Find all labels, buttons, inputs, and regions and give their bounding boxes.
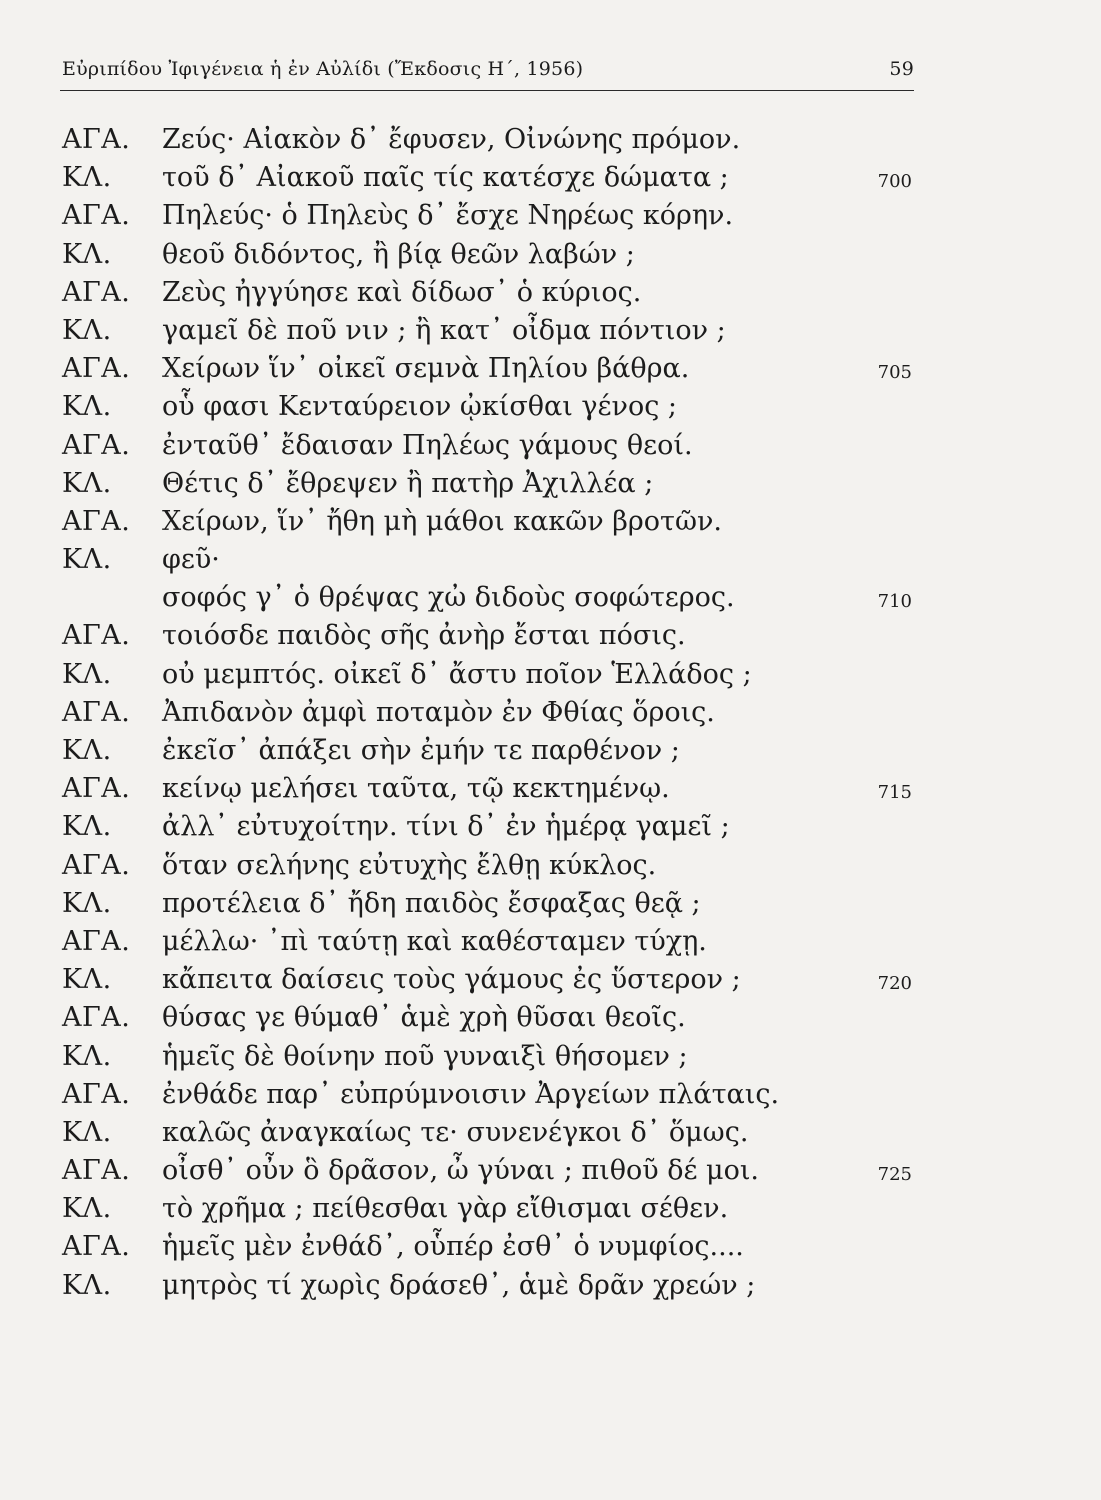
speaker-label: ΚΛ. <box>62 1040 112 1072</box>
page-number: 59 <box>889 58 914 80</box>
verse-text-line: θύσας γε θύμαθ᾽ ἁμὲ χρὴ θῦσαι θεοῖς. <box>162 1002 686 1034</box>
speaker-label: ΑΓΑ. <box>62 1155 131 1187</box>
verse-line <box>0 427 1101 465</box>
verse-text-line: Θέτις δ᾽ ἔθρεψεν ἢ πατὴρ Ἀχιλλέα ; <box>162 467 654 499</box>
verse-line <box>0 159 1101 197</box>
speaker-label: ΑΓΑ. <box>62 505 131 537</box>
speaker-label: ΚΛ. <box>62 544 112 576</box>
verse-text-line: Χείρων, ἵν᾽ ἤθη μὴ μάθοι κακῶν βροτῶν. <box>162 505 722 537</box>
verse-text-line: κείνῳ μελήσει ταῦτα, τῷ κεκτημένῳ. <box>162 773 670 805</box>
verse-text-line: καλῶς ἀναγκαίως τε· συνενέγκοι δ᾽ ὅμως. <box>162 1116 749 1148</box>
speaker-label: ΚΛ. <box>62 238 112 270</box>
line-number: 705 <box>877 362 912 384</box>
verse-text-line: Πηλεύς· ὁ Πηλεὺς δ᾽ ἔσχε Νηρέως κόρην. <box>162 200 734 232</box>
verse-line <box>0 465 1101 503</box>
verse-line <box>0 1114 1101 1152</box>
verse-text-line: ἡμεῖς δὲ θοίνην ποῦ γυναιξὶ θήσομεν ; <box>162 1040 688 1072</box>
speaker-label: ΚΛ. <box>62 467 112 499</box>
line-number: 725 <box>877 1164 912 1186</box>
line-number: 715 <box>877 782 912 804</box>
verse-line <box>0 312 1101 350</box>
running-head <box>62 58 914 80</box>
verse-line <box>0 770 1101 808</box>
verse-text <box>0 121 1101 1305</box>
verse-line <box>0 1190 1101 1228</box>
speaker-label: ΑΓΑ. <box>62 429 131 461</box>
verse-text-line: Ζεὺς ἠγγύησε καὶ δίδωσ᾽ ὁ κύριος. <box>162 276 642 308</box>
speaker-label: ΑΓΑ. <box>62 1231 131 1263</box>
verse-line <box>0 350 1101 388</box>
verse-text-line: τοῦ δ᾽ Αἰακοῦ παῖς τίς κατέσχε δώματα ; <box>162 162 729 194</box>
verse-line <box>0 1076 1101 1114</box>
verse-text-line: μητρὸς τί χωρὶς δράσεθ᾽, ἁμὲ δρᾶν χρεών ; <box>162 1269 756 1301</box>
line-number: 720 <box>877 973 912 995</box>
verse-text-line: ἐνταῦθ᾽ ἔδαισαν Πηλέως γάμους θεοί. <box>162 429 693 461</box>
verse-text-line: ἐνθάδε παρ᾽ εὐπρύμνοισιν Ἀργείων πλάταις. <box>162 1078 780 1110</box>
verse-line <box>0 847 1101 885</box>
verse-line <box>0 1267 1101 1305</box>
verse-line <box>0 236 1101 274</box>
verse-text-line: σοφός γ᾽ ὁ θρέψας χὠ διδοὺς σοφώτερος. <box>162 582 735 614</box>
verse-text-line: ἀλλ᾽ εὐτυχοίτην. τίνι δ᾽ ἐν ἡμέρᾳ γαμεῖ ; <box>162 811 730 843</box>
verse-text-line: θεοῦ διδόντος, ἢ βίᾳ θεῶν λαβών ; <box>162 238 635 270</box>
speaker-label: ΚΛ. <box>62 811 112 843</box>
verse-text-line: Χείρων ἵν᾽ οἰκεῖ σεμνὰ Πηλίου βάθρα. <box>162 353 690 385</box>
verse-line <box>0 541 1101 579</box>
speaker-label: ΑΓΑ. <box>62 1078 131 1110</box>
verse-text-line: τοιόσδε παιδὸς σῆς ἀνὴρ ἔσται πόσις. <box>162 620 686 652</box>
verse-text-line: γαμεῖ δὲ ποῦ νιν ; ἢ κατ᾽ οἶδμα πόντιον ; <box>162 314 726 346</box>
header-rule <box>60 90 914 91</box>
running-title: Εὐριπίδου Ἰφιγένεια ἡ ἐν Αὐλίδι (Ἔκδοσις Η΄, 1956) <box>62 58 584 80</box>
speaker-label: ΑΓΑ. <box>62 620 131 652</box>
verse-text-line: ὅταν σελήνης εὐτυχὴς ἔλθῃ κύκλος. <box>162 849 657 881</box>
verse-line <box>0 923 1101 961</box>
speaker-label: ΑΓΑ. <box>62 849 131 881</box>
speaker-label: ΚΛ. <box>62 1193 112 1225</box>
speaker-label: ΚΛ. <box>62 162 112 194</box>
speaker-label: ΑΓΑ. <box>62 124 131 155</box>
verse-line <box>0 961 1101 999</box>
verse-text-line: οἶσθ᾽ οὖν ὃ δρᾶσον, ὦ γύναι ; πιθοῦ δέ μοι. <box>162 1155 760 1187</box>
verse-line <box>0 885 1101 923</box>
verse-line <box>0 694 1101 732</box>
verse-line <box>0 656 1101 694</box>
speaker-label: ΚΛ. <box>62 1116 112 1148</box>
verse-line <box>0 579 1101 617</box>
verse-line <box>0 732 1101 770</box>
speaker-label: ΑΓΑ. <box>62 1002 131 1034</box>
verse-text-line: μέλλω· ᾽πὶ ταύτῃ καὶ καθέσταμεν τύχῃ. <box>162 925 707 957</box>
verse-line <box>0 388 1101 426</box>
speaker-label: ΚΛ. <box>62 314 112 346</box>
line-number: 710 <box>877 591 912 613</box>
speaker-label: ΑΓΑ. <box>62 925 131 957</box>
verse-line <box>0 121 1101 159</box>
verse-text-line: φεῦ· <box>162 544 220 576</box>
verse-line <box>0 503 1101 541</box>
speaker-label: ΚΛ. <box>62 391 112 423</box>
verse-text-line: κἄπειτα δαίσεις τοὺς γάμους ἐς ὕστερον ; <box>162 964 741 996</box>
speaker-label: ΑΓΑ. <box>62 200 131 232</box>
speaker-label: ΚΛ. <box>62 1269 112 1301</box>
verse-line <box>0 1038 1101 1076</box>
speaker-label: ΚΛ. <box>62 964 112 996</box>
speaker-label: ΑΓΑ. <box>62 773 131 805</box>
verse-line <box>0 1228 1101 1266</box>
verse-text-line: ἡμεῖς μὲν ἐνθάδ᾽, οὗπέρ ἐσθ᾽ ὁ νυμφίος.... <box>162 1231 744 1263</box>
speaker-label: ΚΛ. <box>62 658 112 690</box>
verse-line <box>0 197 1101 235</box>
speaker-label: ΑΓΑ. <box>62 276 131 308</box>
verse-line <box>0 617 1101 655</box>
verse-line <box>0 274 1101 312</box>
verse-line <box>0 999 1101 1037</box>
verse-text-line: οὗ φασι Κενταύρειον ᾠκίσθαι γένος ; <box>162 391 678 423</box>
verse-text-line: τὸ χρῆμα ; πείθεσθαι γὰρ εἴθισμαι σέθεν. <box>162 1193 729 1225</box>
verse-text-line: Ἀπιδανὸν ἀμφὶ ποταμὸν ἐν Φθίας ὅροις. <box>162 696 715 728</box>
speaker-label: ΚΛ. <box>62 735 112 766</box>
speaker-label: ΑΓΑ. <box>62 353 131 385</box>
verse-text-line: Ζεύς· Αἰακὸν δ᾽ ἔφυσεν, Οἰνώνης πρόμον. <box>162 124 741 155</box>
verse-line <box>0 1152 1101 1190</box>
verse-text-line: ἐκεῖσ᾽ ἀπάξει σὴν ἐμήν τε παρθένον ; <box>162 735 680 766</box>
line-number: 700 <box>877 171 912 193</box>
speaker-label: ΚΛ. <box>62 887 112 919</box>
verse-text-line: προτέλεια δ᾽ ἤδη παιδὸς ἔσφαξας θεᾷ ; <box>162 887 701 919</box>
speaker-label: ΑΓΑ. <box>62 696 131 728</box>
verse-line <box>0 808 1101 846</box>
verse-text-line: οὐ μεμπτός. οἰκεῖ δ᾽ ἄστυ ποῖον Ἑλλάδος ; <box>162 658 752 690</box>
